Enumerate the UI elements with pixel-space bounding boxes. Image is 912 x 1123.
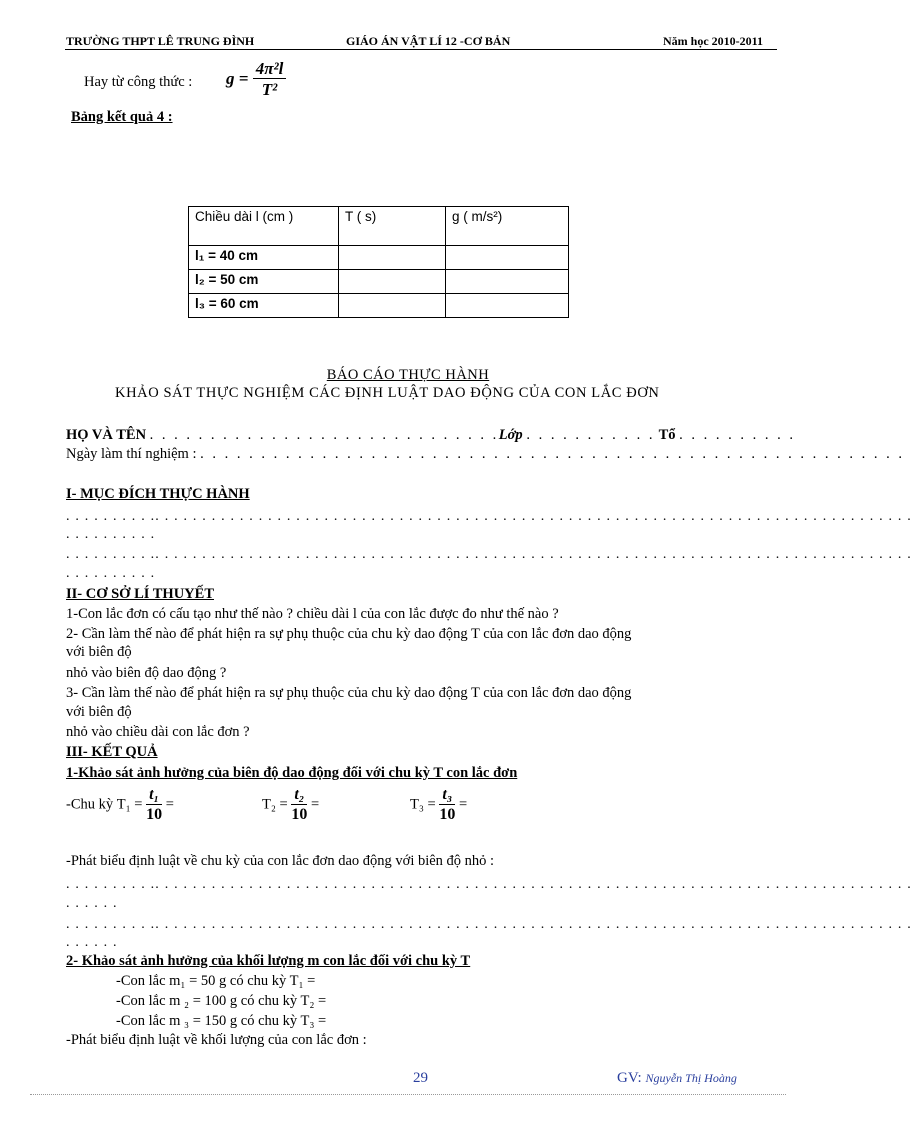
period-2: [262, 787, 319, 823]
part1-title: 1-Khảo sát ảnh hưởng của biên độ dao động đối với chu kỳ T con lắc đơn: [66, 765, 518, 781]
class-field[interactable]: . . . . . . . . . . .: [526, 427, 655, 443]
group-label: Tổ: [658, 427, 676, 443]
table-cell-length: l₂ = 50 cm: [189, 270, 339, 294]
name-field[interactable]: . . . . . . . . . . . . . . . . . . . . . . . . . . . . .: [149, 427, 499, 443]
table-cell-empty[interactable]: [446, 294, 569, 318]
date-field[interactable]: . . . . . . . . . . . . . . . . . . . . . . . . . . . . . . . . . . . . . . . . . . . . . . . . . . . . . . . . . .: [200, 446, 905, 462]
formula-fraction: [253, 60, 287, 98]
table-header-row: [189, 207, 569, 246]
teacher-name: Nguyễn Thị Hoàng: [645, 1071, 737, 1085]
name-label: HỌ VÀ TÊN: [66, 427, 147, 443]
period-1-den: 10: [146, 806, 163, 823]
answer-dots[interactable]: . . . . . . . . . .: [66, 566, 156, 581]
period-label: -Chu kỳ: [66, 796, 114, 813]
table-cell-length: l₁ = 40 cm: [189, 246, 339, 270]
law2-prompt: -Phát biểu định luật về khối lượng của con lắc đơn :: [66, 1032, 367, 1048]
answer-dots[interactable]: . . . . . .: [66, 896, 118, 911]
mass-line-1: -Con lắc m₁ = 50 g có chu kỳ T₁ =: [116, 973, 316, 989]
section2-title: II- CƠ SỞ LÍ THUYẾT: [66, 586, 214, 602]
table-cell-empty[interactable]: [339, 246, 446, 270]
period-2-den: 10: [291, 806, 308, 823]
table-row: [189, 270, 569, 294]
class-label: Lớp: [498, 427, 523, 443]
equals-sign: =: [311, 796, 320, 813]
section1-title: I- MỤC ĐÍCH THỰC HÀNH: [66, 486, 250, 502]
question-3-cont: với biên độ: [66, 704, 132, 720]
mass-line-2: -Con lắc m ₂ = 100 g có chu kỳ T₂ =: [116, 993, 327, 1009]
report-title: BÁO CÁO THỰC HÀNH: [326, 367, 490, 383]
question-1: 1-Con lắc đơn có cấu tạo như thế nào ? chiều dài l của con lắc được đo như thế nào ?: [66, 606, 559, 622]
table-cell-empty[interactable]: [446, 270, 569, 294]
period-3-den: 10: [439, 806, 456, 823]
results-table: [188, 206, 569, 318]
answer-dots[interactable]: . . . . . .: [66, 935, 118, 950]
answer-dots[interactable]: . . . . . . . . . .. . . . . . . . . . . . . . . . . . . . . . . . . . . . . . . . . . . . . . . . . . . . . . . . . . . . . . . . . . . . . . . . . . . . . . . . . . . . . . . . .: [66, 917, 912, 932]
period-3-fraction: [439, 787, 455, 823]
answer-dots[interactable]: . . . . . . . . . .. . . . . . . . . . . . . . . . . . . . . . . . . . . . . . . . . . . . . . . . . . . . . . . . . . . . . . . . . . . . . . . . . . . . . . . . . . . . . . . . .: [66, 877, 912, 892]
period-3: [410, 787, 467, 823]
period-2-fraction: [291, 787, 307, 823]
table-header-length: Chiều dài l (cm ): [189, 207, 339, 246]
table-cell-empty[interactable]: [339, 294, 446, 318]
group-field[interactable]: . . . . . . . . . .: [679, 427, 796, 443]
formula-lhs: g =: [226, 69, 249, 88]
period-row: [66, 787, 174, 823]
table-title: Bảng kết quả 4 :: [71, 109, 173, 125]
table-cell-empty[interactable]: [446, 246, 569, 270]
formula-g: [226, 60, 286, 98]
date-line: [66, 446, 904, 463]
section3-title: III- KẾT QUẢ: [66, 744, 158, 760]
equals-sign: =: [165, 796, 174, 813]
period-2-num: t₂: [291, 787, 307, 805]
period-2-lhs: T₂ =: [262, 796, 288, 813]
table-row: [189, 294, 569, 318]
date-label: Ngày làm thí nghiệm :: [66, 446, 197, 462]
page-number: 29: [413, 1070, 428, 1086]
header-rule: [65, 49, 777, 50]
question-3-cont: nhỏ vào chiều dài con lắc đơn ?: [66, 724, 250, 740]
period-3-lhs: T₃ =: [410, 796, 436, 813]
header-school: TRƯỜNG THPT LÊ TRUNG ĐÌNH: [66, 34, 255, 48]
table-header-period: T ( s): [339, 207, 446, 246]
law1-prompt: -Phát biểu định luật về chu kỳ của con lắc đơn dao động với biên độ nhỏ :: [66, 853, 495, 869]
header-year: Năm học 2010-2011: [663, 34, 763, 48]
question-2: 2- Cần làm thế nào để phát hiện ra sự phụ thuộc của chu kỳ dao động T của con lắc đơn dao động: [66, 626, 632, 642]
answer-dots[interactable]: . . . . . . . . . .. . . . . . . . . . . . . . . . . . . . . . . . . . . . . . . . . . . . . . . . . . . . . . . . . . . . . . . . . . . . . . . . . . . . . . . . . . . . . . . . .: [66, 509, 912, 524]
question-2-cont: với biên độ: [66, 644, 132, 660]
table-cell-empty[interactable]: [339, 270, 446, 294]
question-3: 3- Cần làm thế nào để phát hiện ra sự phụ thuộc của chu kỳ dao động T của con lắc đơn dao động: [66, 685, 632, 701]
period-3-num: t₃: [439, 787, 455, 805]
report-subtitle: KHẢO SÁT THỰC NGHIỆM CÁC ĐỊNH LUẬT DAO ĐỘNG CỦA CON LẮC ĐƠN: [115, 385, 660, 401]
name-line: [66, 427, 795, 444]
period-1-lhs: T₁ =: [116, 796, 143, 813]
period-1-num: t₁: [146, 787, 162, 805]
table-row: [189, 246, 569, 270]
equals-sign: =: [459, 796, 468, 813]
header-subject: GIÁO ÁN VẬT LÍ 12 -CƠ BẢN: [346, 34, 511, 48]
mass-line-3: -Con lắc m ₃ = 150 g có chu kỳ T₃ =: [116, 1013, 327, 1029]
teacher-credit: [617, 1070, 737, 1087]
formula-denominator: T²: [261, 80, 278, 99]
answer-dots[interactable]: . . . . . . . . . .: [66, 527, 156, 542]
table-cell-length: l₃ = 60 cm: [189, 294, 339, 318]
part2-title: 2- Khảo sát ảnh hưởng của khối lượng m con lắc đối với chu kỳ T: [66, 953, 471, 969]
formula-intro: Hay từ công thức :: [84, 74, 193, 90]
answer-dots[interactable]: . . . . . . . . . .. . . . . . . . . . . . . . . . . . . . . . . . . . . . . . . . . . . . . . . . . . . . . . . . . . . . . . . . . . . . . . . . . . . . . . . . . . . . . . . . .: [66, 547, 912, 562]
period-1-fraction: [146, 787, 162, 823]
formula-numerator: 4π²l: [253, 60, 287, 79]
footer-rule: [30, 1094, 786, 1095]
question-2-cont: nhỏ vào biên độ dao động ?: [66, 665, 227, 681]
table-header-g: g ( m/s²): [446, 207, 569, 246]
teacher-label: GV:: [617, 1070, 642, 1086]
